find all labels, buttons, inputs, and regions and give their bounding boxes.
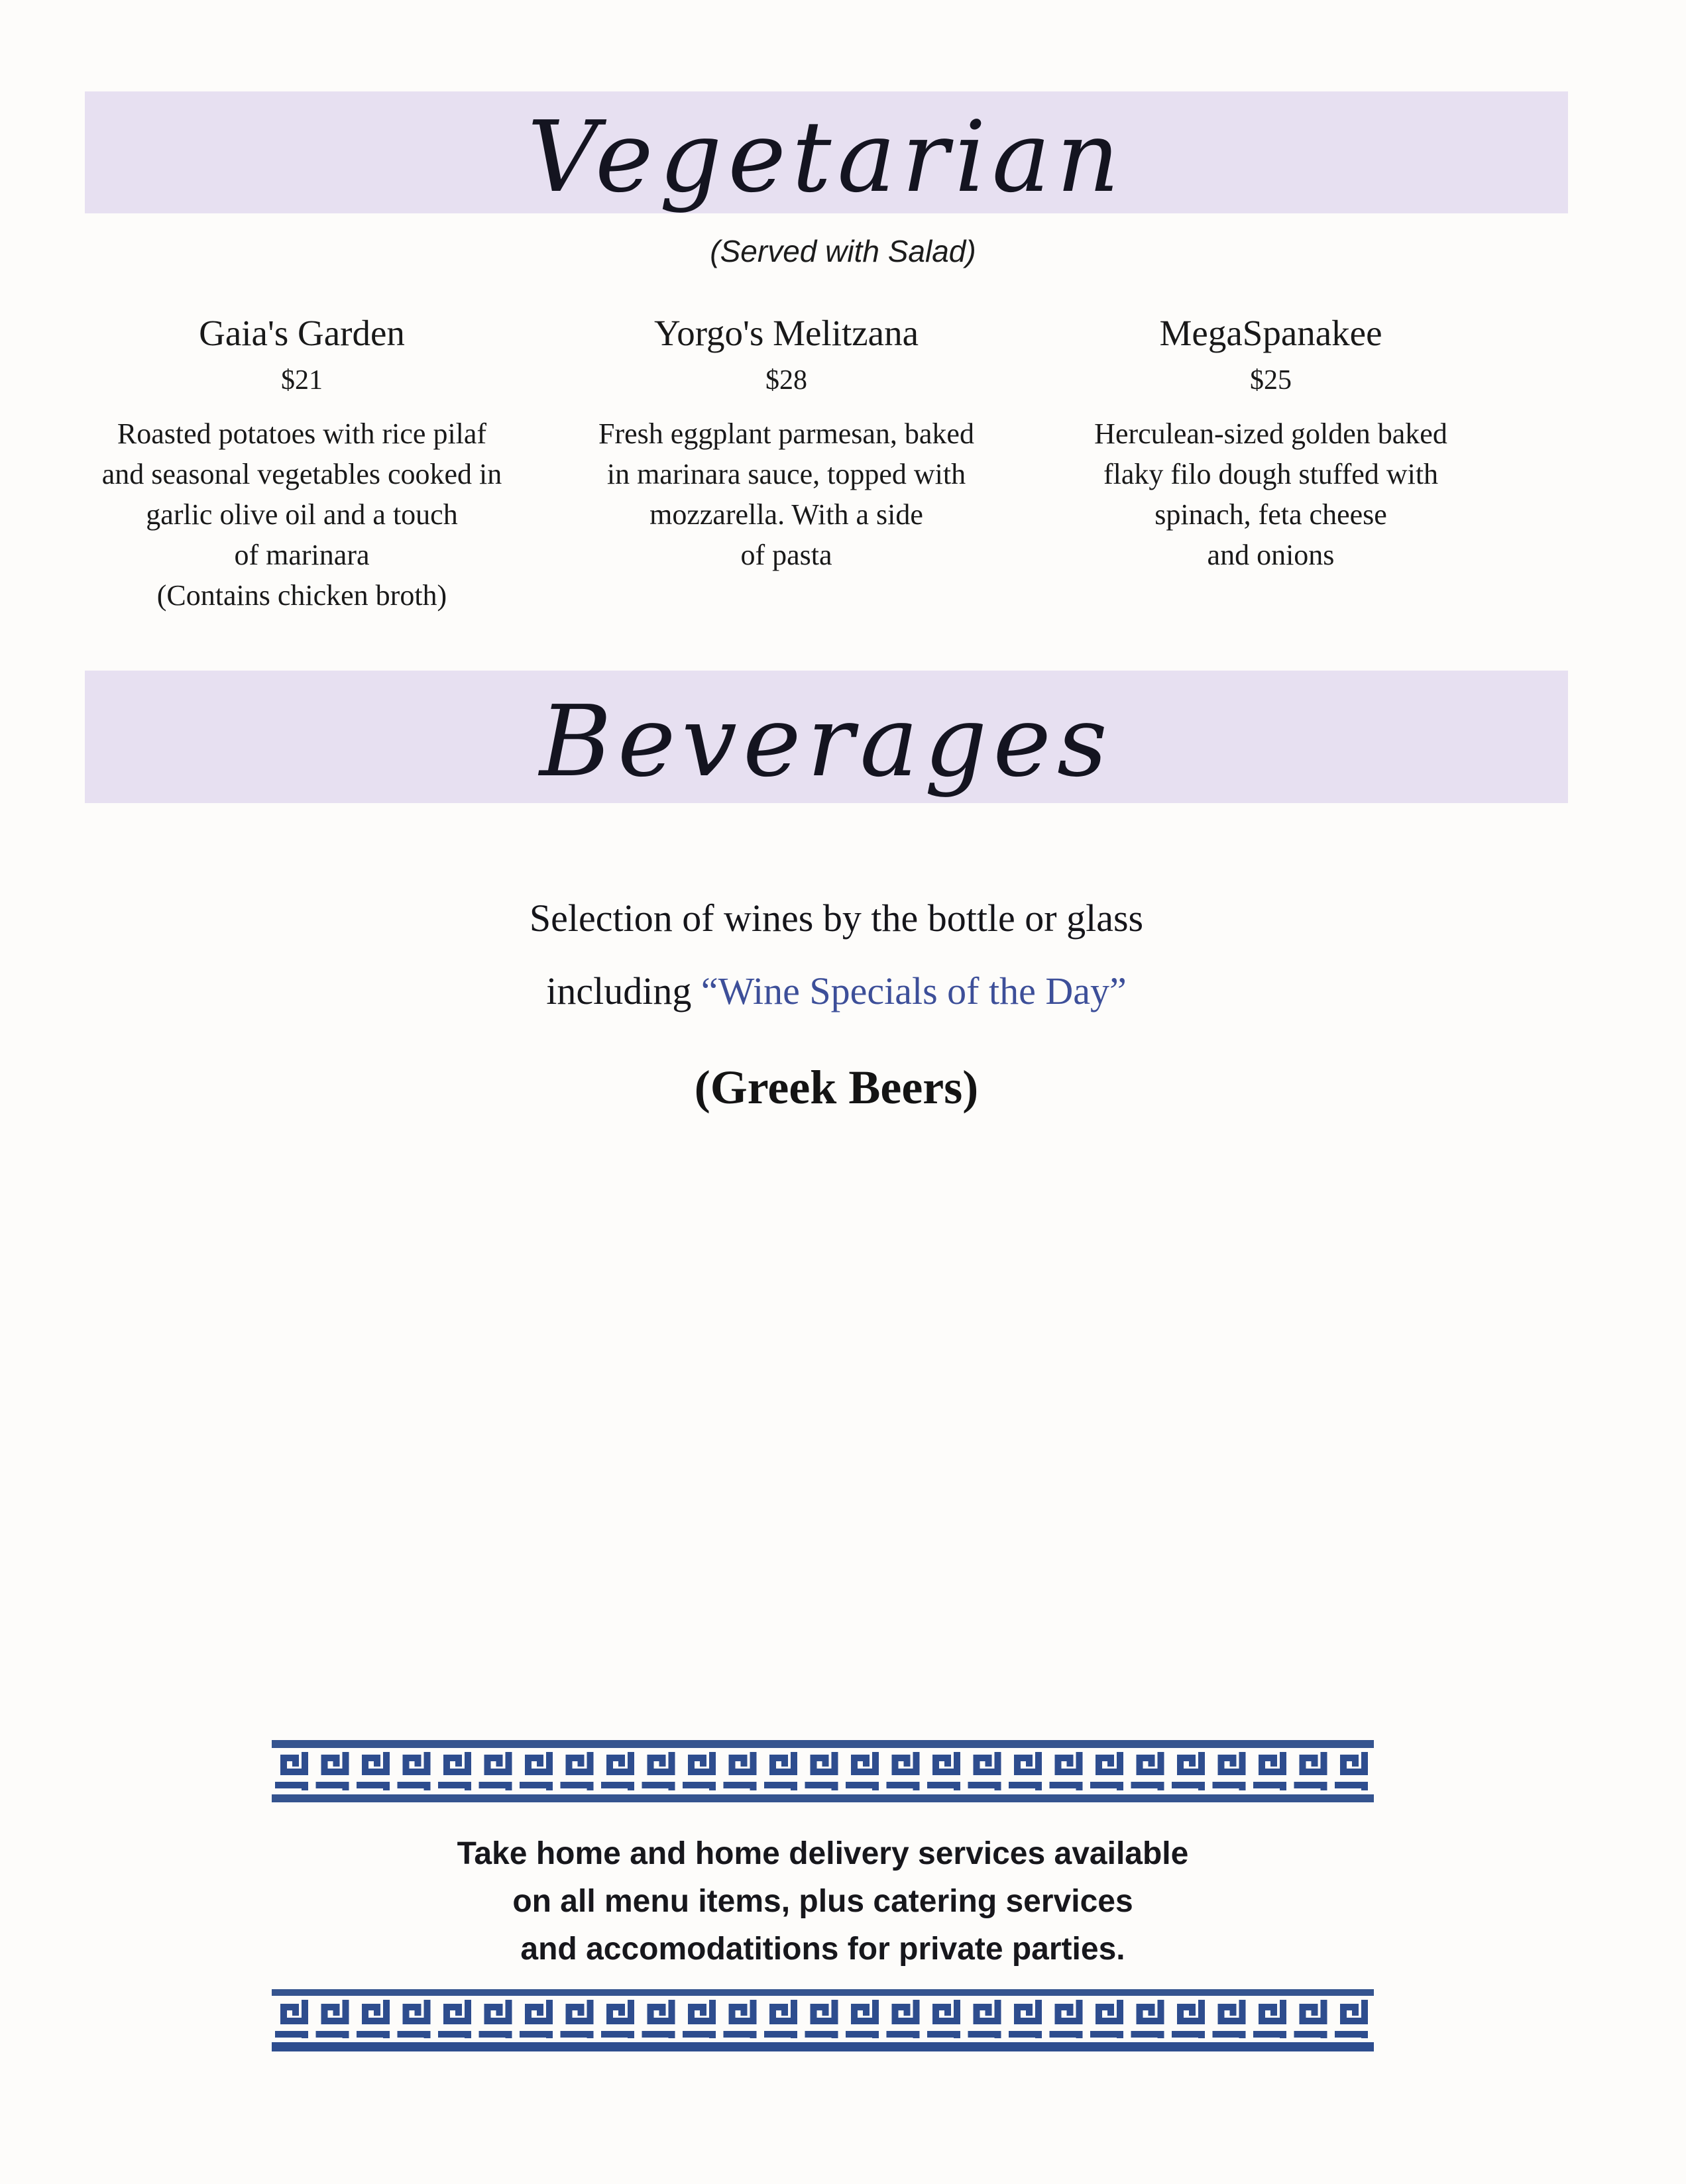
description-line: spinach, feta cheese: [1154, 498, 1387, 531]
served-with-salad-subtitle: (Served with Salad): [710, 234, 976, 268]
wine-selection-line: Selection of wines by the bottle or glass: [529, 897, 1144, 940]
description-line: flaky filo dough stuffed with: [1103, 458, 1439, 490]
description-line: garlic olive oil and a touch: [146, 498, 458, 531]
wine-specials-highlight: “Wine Specials of the Day”: [701, 969, 1127, 1012]
menu-item-megaspanakee: [1029, 311, 1513, 616]
greek-beers-heading: (Greek Beers): [694, 1061, 979, 1114]
item-note: (Contains chicken broth): [156, 579, 447, 612]
item-description: [60, 413, 544, 616]
footer-line: on all menu items, plus catering services: [512, 1884, 1133, 1919]
description-line: mozzarella. With a side: [649, 498, 923, 531]
item-price: $21: [281, 365, 323, 396]
item-name: Gaia's Garden: [199, 313, 405, 353]
wine-specials-line: [0, 969, 1673, 1013]
description-line: in marinara sauce, topped with: [606, 458, 966, 490]
description-line: Herculean-sized golden baked: [1094, 417, 1447, 450]
item-name: MegaSpanakee: [1159, 313, 1382, 353]
menu-item-yorgos-melitzana: [544, 311, 1029, 616]
item-price: $25: [1250, 365, 1292, 396]
item-description: [1029, 413, 1513, 575]
footer-line: and accomodatitions for private parties.: [520, 1932, 1125, 1967]
description-line: and seasonal vegetables cooked in: [101, 458, 502, 490]
item-price: $28: [765, 365, 807, 396]
menu-item-gaias-garden: [60, 311, 544, 616]
vegetarian-items-row: [60, 311, 1513, 616]
footer-line: Take home and home delivery services available: [457, 1836, 1189, 1871]
description-line: of pasta: [740, 539, 832, 571]
item-name: Yorgo's Melitzana: [654, 313, 919, 353]
greek-key-border-icon: [272, 1989, 1374, 2051]
wine-specials-prefix: including: [546, 969, 701, 1012]
vegetarian-banner: [85, 91, 1568, 213]
description-line: Roasted potatoes with rice pilaf: [117, 417, 487, 450]
item-description: [544, 413, 1029, 575]
description-line: and onions: [1207, 539, 1335, 571]
vegetarian-banner-title: Vegetarian: [527, 100, 1126, 214]
beverages-banner: [85, 671, 1568, 803]
greek-key-border-icon: [272, 1740, 1374, 1802]
description-line: of marinara: [234, 539, 370, 571]
description-line: Fresh eggplant parmesan, baked: [598, 417, 974, 450]
beverages-banner-title: Beverages: [539, 684, 1113, 798]
footer-services-text: [272, 1830, 1374, 1973]
